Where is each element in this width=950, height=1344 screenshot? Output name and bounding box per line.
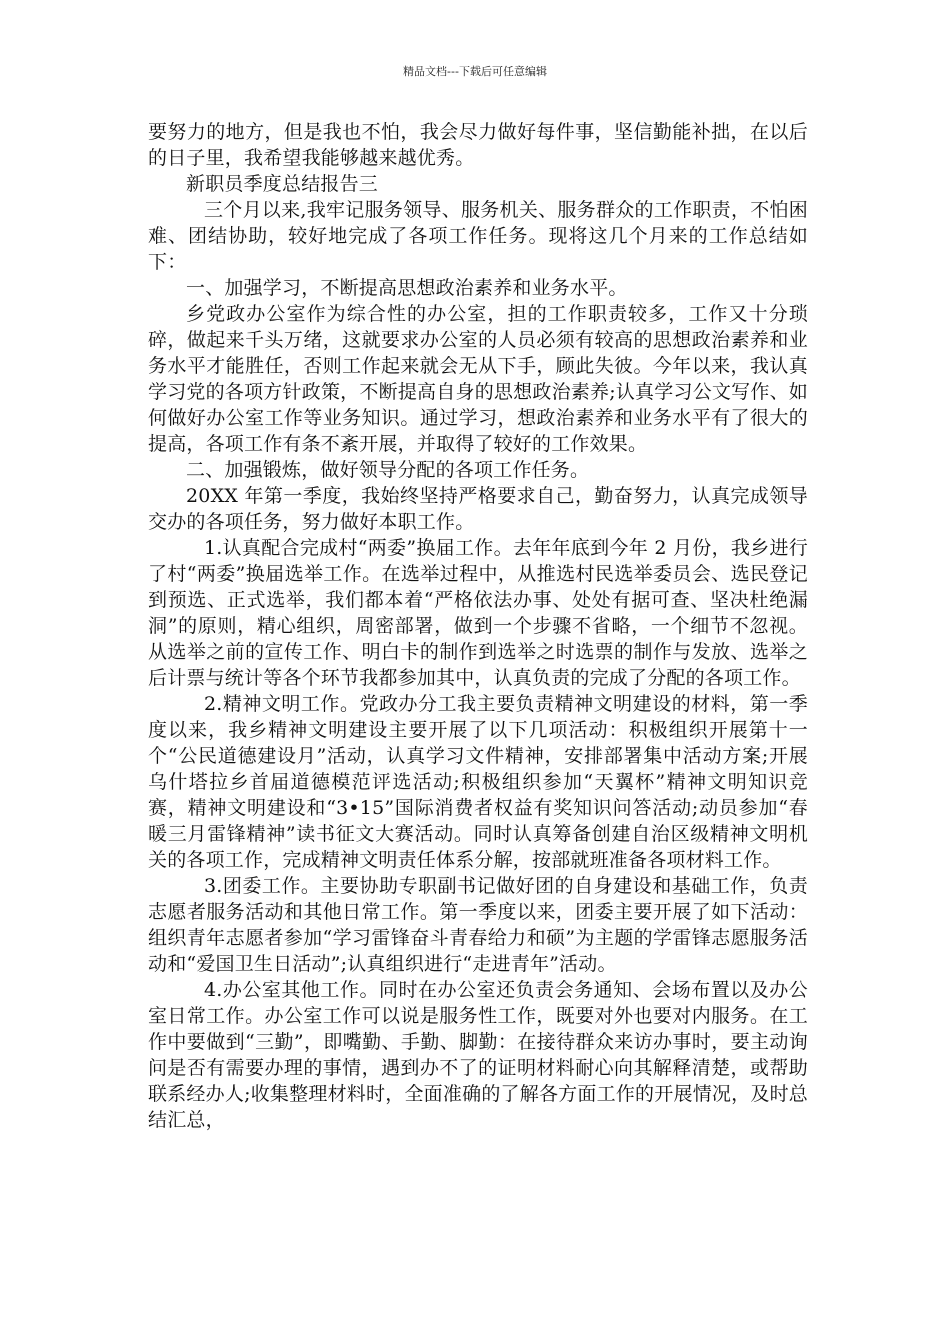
paragraph-intro: 三个月以来,我牢记服务领导、服务机关、服务群众的工作职责，不怕困难、团结协助，较好地完成了各项工作任务。现将这几个月来的工作总结如下： xyxy=(148,199,808,273)
section-heading-1: 一、加强学习，不断提高思想政治素养和业务水平。 xyxy=(186,277,628,299)
paragraph-item-3: 3.团委工作。主要协助专职副书记做好团的自身建设和基础工作，负责志愿者服务活动和其他日常工作。第一季度以来，团委主要开展了如下活动：组织青年志愿者参加“学习雷锋奋斗青春给力和硕”为主题的学雷锋志愿服务活动和“爱国卫生日活动”;认真组织进行“走进青年”活动。 xyxy=(148,875,808,975)
paragraph-item-4: 4.办公室其他工作。同时在办公室还负责会务通知、会场布置以及办公室日常工作。办公室工作可以说是服务性工作，既要对外也要对内服务。在工作中要做到“三勤”，即嘴勤、手勤、脚勤：在接待群众来访办事时，要主动询问是否有需要办理的事情，遇到办不了的证明材料耐心向其解释清楚，或帮助联系经办人;收集整理材料时，全面准确的了解各方面工作的开展情况，及时总结汇总， xyxy=(148,979,808,1131)
section-heading-2: 二、加强锻炼，做好领导分配的各项工作任务。 xyxy=(186,459,590,481)
page-header-watermark: 精品文档---下载后可任意编辑 xyxy=(403,65,547,78)
paragraph-study: 乡党政办公室作为综合性的办公室，担的工作职责较多，工作又十分琐碎，做起来千头万绪，这就要求办公室的人员必须有较高的思想政治素养和业务水平才能胜任，否则工作起来就会无从下手，顾此失彼。今年以来，我认真学习党的各项方针政策，不断提高自身的思想政治素养;认真学习公文写作、如何做好办公室工作等业务知识。通过学习，想政治素养和业务水平有了很大的提高，各项工作有条不紊开展，并取得了较好的工作效果。 xyxy=(148,303,808,455)
paragraph-item-1: 1.认真配合完成村“两委”换届工作。去年年底到今年 2 月份，我乡进行了村“两委”换届选举工作。在选举过程中，从推选村民选举委员会、选民登记到预选、正式选举，我们都本着“严格依法办事、处处有据可查、坚决杜绝漏洞”的原则，精心组织，周密部署，做到一个步骤不省略，一个细节不忽视。从选举之前的宣传工作、明白卡的制作到选举之时选票的制作与发放、选举之后计票与统计等各个环节我都参加其中，认真负责的完成了分配的各项工作。 xyxy=(148,537,808,689)
document-body xyxy=(148,119,808,1133)
paragraph-continuation: 要努力的地方，但是我也不怕，我会尽力做好每件事，坚信勤能补拙，在以后的日子里，我希望我能够越来越优秀。 xyxy=(148,121,808,169)
paragraph-first-quarter: 20XX 年第一季度，我始终坚持严格要求自己，勤奋努力，认真完成领导交办的各项任务，努力做好本职工作。 xyxy=(148,485,808,533)
paragraph-item-2: 2.精神文明工作。党政办分工我主要负责精神文明建设的材料，第一季度以来，我乡精神文明建设主要开展了以下几项活动：积极组织开展第十一个“公民道德建设月”活动，认真学习文件精神，安排部署集中活动方案;开展乌什塔拉乡首届道德模范评选活动;积极组织参加“天翼杯”精神文明知识竞赛，精神文明建设和“3•15”国际消费者权益有奖知识问答活动;动员参加“春暖三月雷锋精神”读书征文大赛活动。同时认真筹备创建自治区级精神文明机关的各项工作，完成精神文明责任体系分解，按部就班准备各项材料工作。 xyxy=(148,693,808,871)
section-title: 新职员季度总结报告三 xyxy=(186,173,379,195)
